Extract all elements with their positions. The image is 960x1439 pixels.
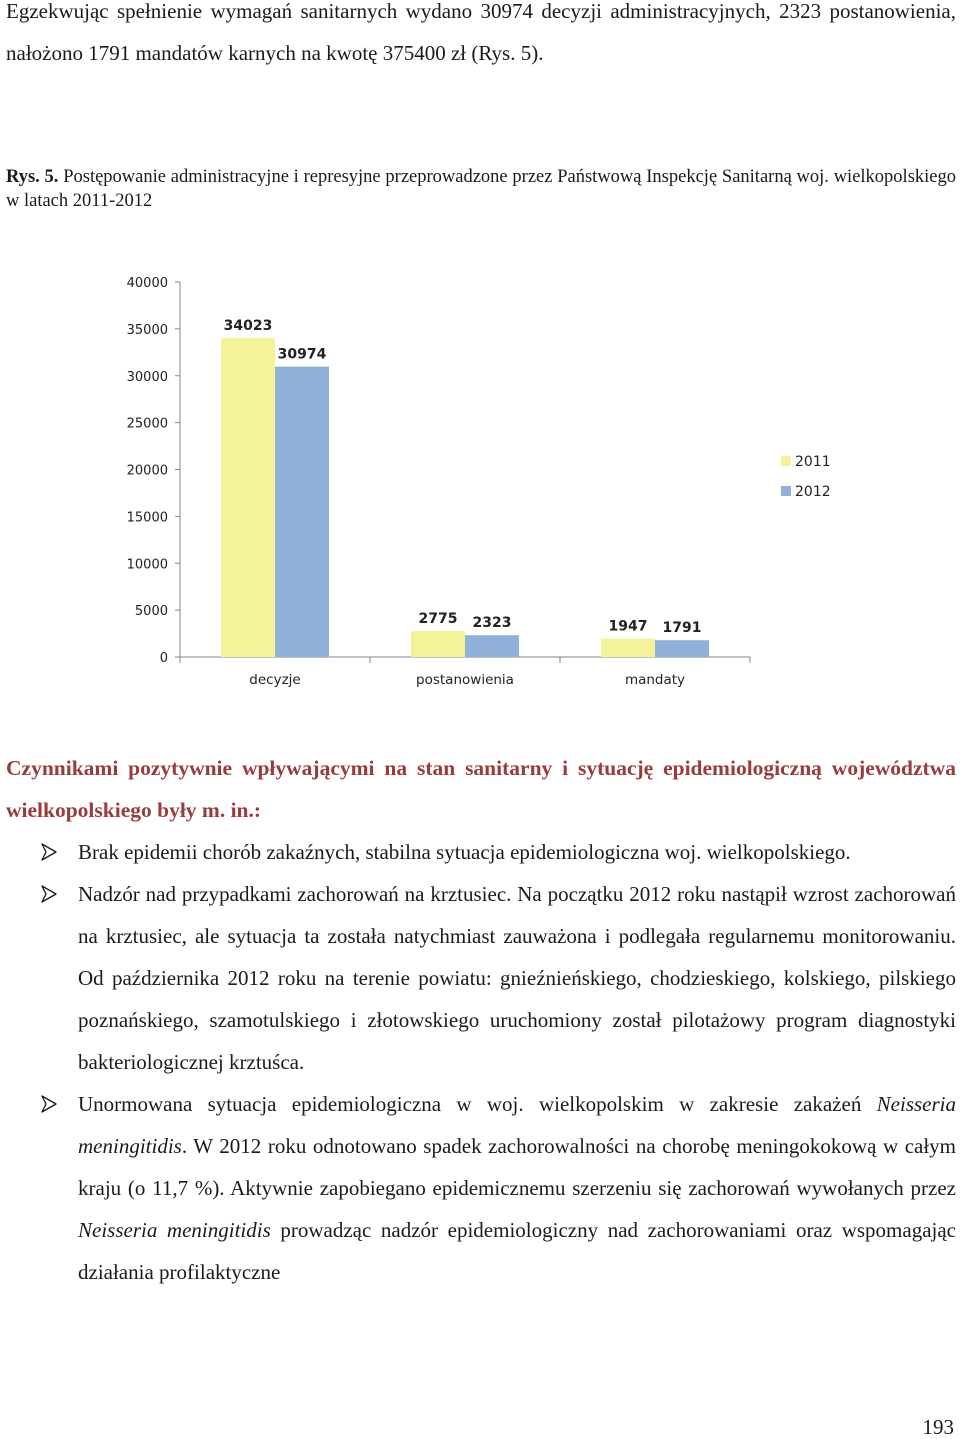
list-item xyxy=(6,831,956,873)
arrow-bullet-icon xyxy=(40,1095,58,1113)
bar xyxy=(221,338,275,657)
figure-caption-label: Rys. 5. xyxy=(6,167,59,187)
bar xyxy=(601,639,655,657)
bullet-text xyxy=(78,1092,956,1284)
intro-paragraph: Egzekwując spełnienie wymagań sanitarnych wydano 30974 decyzji administracyjnych, 2323 postanowienia, nałożono 1791 mandatów karnych na kwotę 375400 zł (Rys. 5). xyxy=(6,0,956,65)
bullet-text-part: . W 2012 roku odnotowano spadek zachorowalności na chorobę meningokokową w całym kraju (o 11,7 %). Aktywnie zapobiegano epidemicznemu szerzeniu się zachorowań wywołanych przez xyxy=(78,1134,956,1200)
x-tick-label: postanowienia xyxy=(416,672,514,688)
page-number: 193 xyxy=(922,1415,954,1439)
bullet-list xyxy=(6,831,956,1293)
bar xyxy=(655,640,709,657)
y-tick-label: 5000 xyxy=(134,604,168,620)
data-label: 1791 xyxy=(662,620,702,637)
bar-chart xyxy=(0,255,960,705)
y-tick-label: 10000 xyxy=(126,557,168,573)
y-tick-label: 30000 xyxy=(126,369,168,385)
list-item xyxy=(6,1083,956,1293)
bar xyxy=(411,631,465,657)
y-tick-label: 20000 xyxy=(126,463,168,479)
y-tick-label: 35000 xyxy=(126,322,168,338)
y-tick-label: 40000 xyxy=(126,276,168,291)
legend-label: 2011 xyxy=(795,454,831,470)
chart-labels xyxy=(127,276,702,688)
y-tick-label: 15000 xyxy=(126,510,168,526)
data-label: 30974 xyxy=(277,346,327,363)
arrow-bullet-icon xyxy=(40,843,58,861)
bullet-text: Brak epidemii chorób zakaźnych, stabilna sytuacja epidemiologiczna woj. wielkopolskiego. xyxy=(78,840,851,864)
legend-swatch xyxy=(781,456,791,466)
bullet-text-italic: Neisseria meningitidis xyxy=(78,1218,271,1242)
chart-legend xyxy=(781,454,831,500)
bar xyxy=(275,367,329,657)
chart-bars xyxy=(221,338,709,657)
bar xyxy=(465,635,519,657)
bullet-text-part: Unormowana sytuacja epidemiologiczna w woj. wielkopolskim w zakresie zakażeń xyxy=(78,1092,877,1116)
x-tick-label: decyzje xyxy=(249,672,301,688)
data-label: 2323 xyxy=(472,615,512,632)
bullet-text-part: prowadząc nadzór epidemiologiczny nad zachorowaniami oraz wspomagając działania profilaktyczne xyxy=(78,1218,956,1284)
bullet-text: Nadzór nad przypadkami zachorowań na krztusiec. Na początku 2012 roku nastąpił wzrost zachorowań na krztusiec, ale sytuacja ta została natychmiast zauważona i podlegała regularnemu monitorowaniu. Od października 2012 roku na terenie powiatu: gnieźnieńskiego, chodzieskiego, kolskiego, pilskiego poznańskiego, szamotulskiego i złotowskiego uruchomiony został pilotażowy program diagnostyki bakteriologicznej krztuśca. xyxy=(78,882,956,1074)
legend-swatch xyxy=(781,486,791,496)
bullet-text-italic: Neisseria meningitidis xyxy=(78,1092,956,1158)
data-label: 34023 xyxy=(223,318,273,335)
data-label: 1947 xyxy=(608,618,648,635)
y-tick-label: 0 xyxy=(159,651,168,666)
list-item xyxy=(6,873,956,1083)
data-label: 2775 xyxy=(418,610,458,627)
y-tick-label: 25000 xyxy=(126,416,168,432)
legend-label: 2012 xyxy=(795,484,831,500)
x-tick-label: mandaty xyxy=(624,672,686,688)
section-heading: Czynnikami pozytywnie wpływającymi na stan sanitarny i sytuację epidemiologiczną województwa wielkopolskiego były m. in.: xyxy=(6,756,956,822)
arrow-bullet-icon xyxy=(40,885,58,903)
figure-caption xyxy=(6,165,956,213)
figure-caption-text: Postępowanie administracyjne i represyjne przeprowadzone przez Państwową Inspekcję Sanitarną woj. wielkopolskiego w latach 2011-2012 xyxy=(6,167,956,211)
